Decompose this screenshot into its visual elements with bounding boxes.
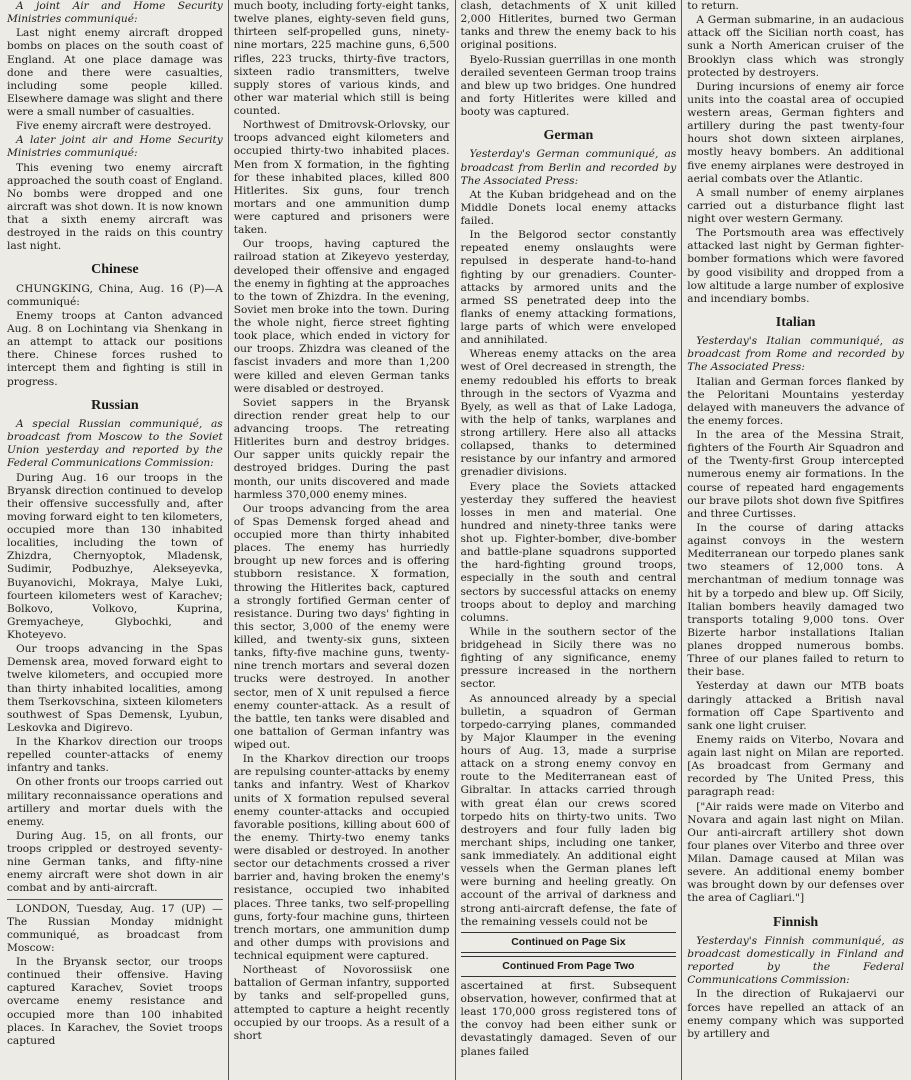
article-paragraph: A German submarine, in an audacious attack off the Sicilian north coast, has sunk a North American cruiser of the Brooklyn class which was strongly protected by destroyers.	[687, 14, 904, 79]
section-heading: Chinese	[91, 262, 139, 278]
article-paragraph: Our troops, having captured the railroad station at Zikeyevo yesterday, developed their offensive and engaged the enemy in fighting at the approaches to the town of Zhizdra. In the evening, Soviet men broke into the town. During the whole night, fierce street fighting took place, which ended in victory for our troops. Zhizdra was cleaned of the fascist invaders and more than 1,200 were killed and eleven German tanks were disabled or destroyed.	[233, 238, 450, 395]
section-heading: Russian	[91, 397, 139, 413]
article-paragraph: In the Kharkov direction our troops repelled counter-attacks of enemy infantry and tanks.	[7, 736, 223, 775]
article-paragraph: clash, detachments of X unit killed 2,000 Hitlerites, burned two German tanks and threw the enemy back to his original positions.	[460, 0, 677, 52]
communique-intro: A joint Air and Home Security Ministries communiqué:	[7, 0, 223, 26]
column-3	[456, 0, 683, 1080]
article-paragraph: This evening two enemy aircraft approached the south coast of England. No bombs were dropped and one aircraft was shot down. It is now known that a sixth enemy aircraft was destroyed in the raids on this country last night.	[7, 161, 223, 253]
communique-intro: A special Russian communiqué, as broadcast from Moscow to the Soviet Union yesterday and reported by the Federal Communications Commission:	[7, 418, 223, 470]
continuation-line: Continued From Page Two	[461, 956, 677, 977]
article-paragraph: At the Kuban bridgehead and on the Middle Donets local enemy attacks failed.	[460, 188, 677, 228]
article-paragraph: In the Kharkov direction our troops are repulsing counter-attacks by enemy tanks and infantry. West of Kharkov units of X formation repulsed several enemy counter-attacks and occupied favorable positions, killing about 600 of the enemy. Thirty-two enemy tanks were disabled or destroyed. In another sector our detachments crossed a river barrier and, having broken the enemy's resistance, occupied two inhabited places. Three tanks, two self-propelling guns, forty-four machine guns, thirteen trench mortars, one ammunition dump and other dumps with provisions and technical equipment were captured.	[233, 753, 450, 962]
article-paragraph: CHUNGKING, China, Aug. 16 (P)—A communiqué:	[7, 282, 223, 308]
article-paragraph: During Aug. 16 our troops in the Bryansk direction continued to develop their offensive successfully and, after moving forward eight to ten kilometers, occupied more than 130 inhabited localities, including the town of Zhizdra, Chernyoptok, Mladensk, Sudimir, Podbuzhye, Alekseyevka, Buyanovichi, Mokraya, Malye Luki, fourteen kilometers west of Karachev; Bolkovo, Volkovo, Kuprina, Gremyacheye, Glybochki, and Khoteyevo.	[7, 471, 223, 642]
communique-intro: A later joint air and Home Security Ministries communiqué:	[7, 134, 223, 160]
article-paragraph: During Aug. 15, on all fronts, our troops crippled or destroyed seventy-nine German tanks, and fifty-nine enemy aircraft were shot down in air combat and by anti-aircraft.	[7, 829, 223, 895]
article-paragraph: On other fronts our troops carried out military reconnaissance operations and artillery and mortar duels with the enemy.	[7, 776, 223, 828]
article-paragraph: Soviet sappers in the Bryansk direction render great help to our advancing troops. The retreating Hitlerites burn and destroy bridges. Our sapper units quickly repair the destroyed bridges. During the past month, our units discovered and made harmless 370,000 enemy mines.	[233, 396, 450, 501]
article-paragraph: During incursions of enemy air force units into the coastal area of occupied western areas, German fighters and artillery during the past twenty-four hours shot down sixteen airplanes, mostly heavy bombers. An additional five enemy airplanes were destroyed in aerial combats over the Atlantic.	[687, 80, 904, 185]
article-paragraph: Whereas enemy attacks on the area west of Orel decreased in strength, the enemy redoubled his efforts to break through in the sectors of Vyazma and Byely, as well as that of Lake Ladoga, with the help of tanks, warplanes and strong artillery. Here also all attacks collapsed, thanks to determined resistance by our infantry and armored grenadier divisions.	[460, 348, 677, 479]
article-paragraph: ["Air raids were made on Viterbo and Novara and again last night on Milan. Our anti-aircraft artillery shot down four planes over Viterbo and three over Milan. Damage caused at Milan was severe. An additional enemy bomber was brought down by our defenses over the area of Cagliari."]	[687, 800, 904, 905]
article-paragraph: Byelo-Russian guerrillas in one month derailed seventeen German troop trains and blew up two bridges. One hundred and forty Hitlerites were killed and booty was captured.	[460, 53, 677, 118]
article-paragraph: Every place the Soviets attacked yesterday they suffered the heaviest losses in men and material. One hundred and ninety-three tanks were shot up. Fighter-bomber, dive-bomber and battle-plane squadrons supported the hard-fighting ground troops, especially in the south and central sectors by successful attacks on enemy troops about to deploy and marching columns.	[460, 480, 677, 624]
column-1	[2, 0, 229, 1080]
article-paragraph: While in the southern sector of the bridgehead in Sicily there was no fighting of any significance, enemy pressure increased in the northern sector.	[460, 625, 677, 691]
article-paragraph: Northeast of Novorossiisk one battalion of German infantry, supported by tanks and self-propelled guns, attempted to capture a height recently occupied by our troops. As a result of a short	[233, 964, 450, 1042]
communique-intro: Yesterday's German communiqué, as broadcast from Berlin and recorded by The Associated Press:	[460, 148, 677, 187]
article-paragraph: much booty, including forty-eight tanks, twelve planes, eighty-seven field guns, thirteen self-propelled guns, ninety-nine mortars, 225 machine guns, 6,500 rifles, 223 trucks, thirty-five tractors, sixteen radio transmitters, twelve supply stores of various kinds, and other war material which still is being counted.	[233, 0, 450, 117]
article-paragraph: Enemy troops at Canton advanced Aug. 8 on Lochintang via Shenkang in an attempt to attack our positions there. Chinese forces rushed to intercept them and fighting is still in progress.	[7, 309, 223, 388]
article-paragraph: Northwest of Dmitrovsk-Orlovsky, our troops advanced eight kilometers and occupied thirty-two inhabited places. Men from X formation, in the fighting for these inhabited places, killed 800 Hitlerites. Six guns, four trench mortars and one ammunition dump were captured and prisoners were taken.	[233, 119, 450, 237]
article-paragraph: As announced already by a special bulletin, a squadron of German torpedo-carrying planes, commanded by Major Klaumper in the evening hours of Aug. 13, made a surprise attack on a strong enemy convoy en route to the Mediterranean east of Gibraltar. In attacks carried through with great élan our crews scored torpedo hits on thirty-two units. Two destroyers and four fully laden big merchant ships, including one tanker, sank immediately. An additional eight vessels when the German planes left were burning and heeling greatly. On account of the arrival of darkness and strong anti-aircraft defense, the fate of the remaining vessels could not be	[460, 692, 677, 928]
article-paragraph: Italian and German forces flanked by the Peloritani Mountains yesterday delayed with maneuvers the advance of the enemy forces.	[687, 375, 904, 427]
article-paragraph: A small number of enemy airplanes carried out a disturbance flight last night over western Germany.	[687, 186, 904, 225]
section-heading: Italian	[775, 314, 816, 330]
column-4	[682, 0, 909, 1080]
divider	[7, 899, 223, 900]
article-paragraph: Our troops advancing from the area of Spas Demensk forged ahead and occupied more than thirty inhabited places. The enemy has hurriedly brought up new forces and is offering stubborn resistance. X formation, throwing the Hitlerites back, captured a strongly fortified German center of resistance. During two days' fighting in this sector, 3,000 of the enemy were killed, and twenty-six guns, sixteen tanks, fifty-five machine guns, twenty-nine trench mortars and several dozen trucks were destroyed. In another sector, men of X unit repulsed a fierce enemy counter-attack. As a result of the battle, ten tanks were disabled and one battalion of German infantry was wiped out.	[233, 502, 450, 751]
continuation-line: Continued on Page Six	[461, 932, 677, 953]
article-paragraph: In the Bryansk sector, our troops continued their offensive. Having captured Karachev, Soviet troops overcame enemy resistance and occupied more than 100 inhabited places. In Karachev, the Soviet troops captured	[7, 956, 223, 1047]
section-heading: German	[543, 128, 594, 144]
communique-intro: Yesterday's Italian communiqué, as broadcast from Rome and recorded by The Associated Press:	[687, 335, 904, 374]
article-paragraph: LONDON, Tuesday, Aug. 17 (UP) —The Russian Monday midnight communiqué, as broadcast from Moscow:	[7, 902, 223, 954]
article-paragraph: Yesterday at dawn our MTB boats daringly attacked a British naval formation off Cape Spartivento and sank one light cruiser.	[687, 680, 904, 732]
article-paragraph: Last night enemy aircraft dropped bombs on places on the south coast of England. At one place damage was done and there were casualties, including some people killed. Elsewhere damage was slight and there were a small number of casualties.	[7, 27, 223, 118]
article-paragraph: to return.	[687, 0, 739, 12]
article-paragraph: In the course of daring attacks against convoys in the western Mediterranean our torpedo planes sank two steamers of 12,000 tons. A merchantman of medium tonnage was hit by a torpedo and blew up. Off Sicily, Italian bombers heavily damaged two transports totaling 9,000 tons. Over Bizerte harbor installations Italian planes dropped numerous bombs. Three of our planes failed to return to their base.	[687, 521, 904, 679]
article-paragraph: In the area of the Messina Strait, fighters of the Fourth Air Squadron and of the Twenty-first Group intercepted numerous enemy air formations. In the course of repeated hard engagements our brave pilots shot down five Spitfires and three Curtisses.	[687, 429, 904, 520]
article-paragraph: ascertained at first. Subsequent observation, however, confirmed that at least 170,000 gross registered tons of the convoy had been either sunk or devastatingly damaged. Seven of our planes failed	[460, 979, 677, 1058]
article-paragraph: In the Belgorod sector constantly repeated enemy onslaughts were repulsed in desperate hand-to-hand fighting by our grenadiers. Counter-attacks by armored units and the armed SS penetrated deep into the flanks of enemy attacking formations, large parts of which were enveloped and annihilated.	[460, 229, 677, 347]
article-paragraph: Enemy raids on Viterbo, Novara and again last night on Milan are reported. [As broadcast from Germany and recorded by The United Press, this paragraph read:	[687, 733, 904, 799]
column-2	[229, 0, 456, 1080]
article-paragraph: The Portsmouth area was effectively attacked last night by German fighter-bomber formations which were favored by good visibility and dropped from a low altitude a large number of explosive and incendiary bombs.	[687, 227, 904, 305]
communique-intro: Yesterday's Finnish communiqué, as broadcast domestically in Finland and reported by the Federal Communications Commission:	[687, 934, 904, 987]
article-paragraph: Five enemy aircraft were destroyed.	[16, 120, 212, 133]
article-paragraph: In the direction of Rukajaervi our forces have repelled an attack of an enemy company which was supported by artillery and	[687, 988, 904, 1040]
article-paragraph: Our troops advancing in the Spas Demensk area, moved forward eight to twelve kilometers, and occupied more than thirty inhabited localities, among them Tserkovschina, sixteen kilometers southwest of Spas Demensk, Lyubun, Leskovka and Digirevo.	[7, 643, 223, 734]
section-heading: Finnish	[773, 914, 819, 930]
